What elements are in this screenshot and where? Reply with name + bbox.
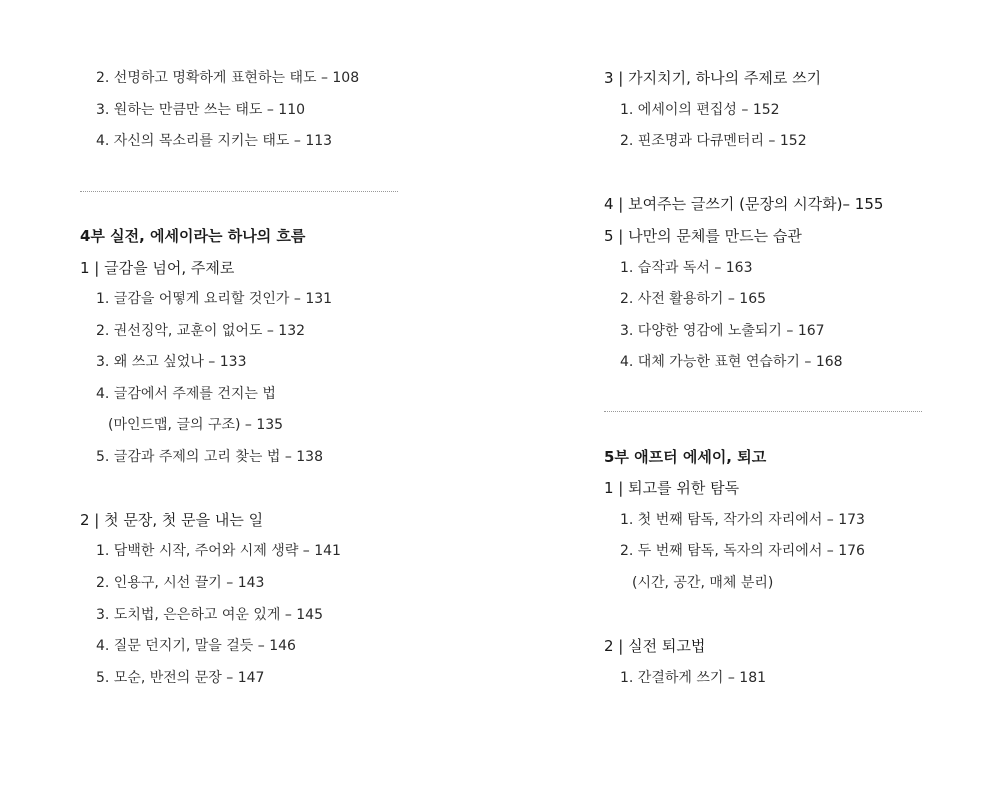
part-title: 4부 실전, 에세이라는 하나의 흐름 xyxy=(80,227,306,245)
toc-item: 2. 선명하고 명확하게 표현하는 태도 – 108 xyxy=(96,70,360,86)
chapter-title: 2 | 첫 문장, 첫 문을 내는 일 xyxy=(80,511,264,529)
toc-item: 2. 사전 활용하기 – 165 xyxy=(620,291,767,307)
dotted-divider xyxy=(604,411,922,412)
toc-item: 3. 다양한 영감에 노출되기 – 167 xyxy=(620,323,825,339)
toc-item: 2. 인용구, 시선 끌기 – 143 xyxy=(96,575,265,591)
chapter-title: 4 | 보여주는 글쓰기 (문장의 시각화)– 155 xyxy=(604,195,884,213)
chapter-title: 1 | 퇴고를 위한 탐독 xyxy=(604,479,740,497)
toc-item-continuation: (마인드맵, 글의 구조) – 135 xyxy=(108,417,284,433)
toc-item-continuation: (시간, 공간, 매체 분리) xyxy=(632,575,774,591)
toc-item: 1. 습작과 독서 – 163 xyxy=(620,260,753,276)
toc-item: 5. 모순, 반전의 문장 – 147 xyxy=(96,670,265,686)
dotted-divider xyxy=(80,191,398,192)
toc-item: 3. 왜 쓰고 싶었나 – 133 xyxy=(96,354,247,370)
toc-item: 1. 첫 번째 탐독, 작가의 자리에서 – 173 xyxy=(620,512,865,528)
toc-item: 1. 간결하게 쓰기 – 181 xyxy=(620,670,767,686)
chapter-title: 2 | 실전 퇴고법 xyxy=(604,637,706,655)
chapter-title: 1 | 글감을 넘어, 주제로 xyxy=(80,259,235,277)
chapter-title: 3 | 가지치기, 하나의 주제로 쓰기 xyxy=(604,69,822,87)
toc-item: 2. 두 번째 탐독, 독자의 자리에서 – 176 xyxy=(620,543,865,559)
toc-item: 4. 대체 가능한 표현 연습하기 – 168 xyxy=(620,354,843,370)
toc-item: 1. 에세이의 편집성 – 152 xyxy=(620,102,780,118)
toc-item: 1. 담백한 시작, 주어와 시제 생략 – 141 xyxy=(96,543,341,559)
toc-item: 3. 원하는 만큼만 쓰는 태도 – 110 xyxy=(96,102,306,118)
toc-item: 4. 글감에서 주제를 건지는 법 xyxy=(96,386,276,402)
chapter-title: 5 | 나만의 문체를 만드는 습관 xyxy=(604,227,802,245)
toc-item: 2. 권선징악, 교훈이 없어도 – 132 xyxy=(96,323,306,339)
toc-item: 1. 글감을 어떻게 요리할 것인가 – 131 xyxy=(96,291,333,307)
toc-item: 3. 도치법, 은은하고 여운 있게 – 145 xyxy=(96,607,323,623)
toc-item: 5. 글감과 주제의 고리 찾는 법 – 138 xyxy=(96,449,323,465)
toc-item: 2. 핀조명과 다큐멘터리 – 152 xyxy=(620,133,807,149)
toc-item: 4. 질문 던지기, 말을 걸듯 – 146 xyxy=(96,638,296,654)
toc-item: 4. 자신의 목소리를 지키는 태도 – 113 xyxy=(96,133,333,149)
part-title: 5부 애프터 에세이, 퇴고 xyxy=(604,448,767,466)
